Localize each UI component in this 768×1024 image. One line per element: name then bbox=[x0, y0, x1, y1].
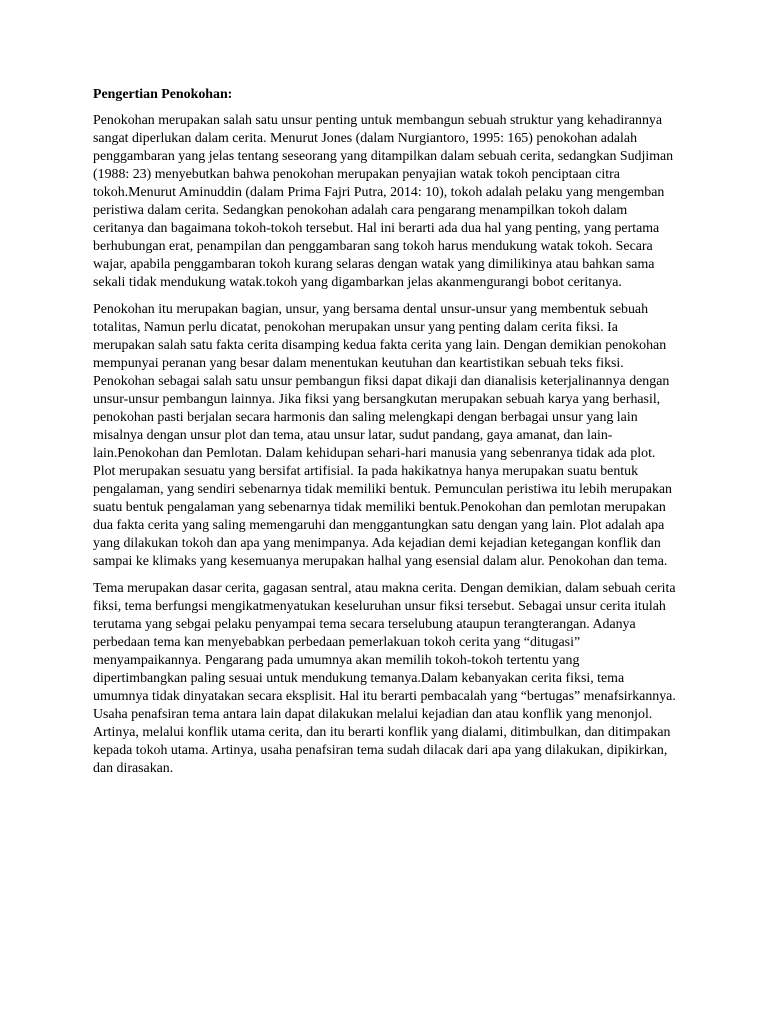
document-heading: Pengertian Penokohan: bbox=[93, 87, 233, 102]
paragraph-1: Penokohan merupakan salah satu unsur penting untuk membangun sebuah struktur yang kehadirannya sangat diperlukan dalam cerita. Menurut Jones (dalam Nurgiantoro, 1995: 165) penokohan adalah penggambaran yang jelas tentang seseorang yang ditampilkan dalam sebuah cerita, sedangkan Sudjiman (1988: 23) menyebutkan bahwa penokohan merupakan penyajian watak tokoh penciptaan citra tokoh.Menurut Aminuddin (dalam Prima Fajri Putra, 2014: 10), tokoh adalah pelaku yang mengemban peristiwa dalam cerita. Sedangkan penokohan adalah cara pengarang menampilkan tokoh dalam ceritanya dan bagaimana tokoh-tokoh tersebut. Hal ini berarti ada dua hal yang penting, yang pertama berhubungan erat, penampilan dan penggambaran sang tokoh harus mendukung watak tokoh. Secara wajar, apabila penggambaran tokoh kurang selaras dengan watak yang dimilikinya atau bahkan sama sekali tidak mendukung watak.tokoh yang digambarkan jelas akanmengurangi bobot ceritanya. bbox=[93, 113, 674, 290]
paragraph-3: Tema merupakan dasar cerita, gagasan sentral, atau makna cerita. Dengan demikian, dalam sebuah cerita fiksi, tema berfungsi mengikatmenyatukan keseluruhan unsur fiksi tersebut. Sebagai unsur cerita itulah terutama yang sebgai pelaku penyampai tema secara terselubung ataupun terangterangan. Adanya perbedaan tema kan menyebabkan perbedaan pemerlakuan tokoh cerita yang “ditugasi” menyampaikannya. Pengarang pada umumnya akan memilih tokoh-tokoh tertentu yang dipertimbangkan paling sesuai untuk mendukung temanya.Dalam kebanyakan cerita fiksi, tema umumnya tidak dinyatakan secara eksplisit. Hal itu berarti pembacalah yang “bertugas” menafsirkannya. Usaha penafsiran tema antara lain dapat dilakukan melalui kejadian dan atau konflik yang menonjol. Artinya, melalui konflik utama cerita, dan itu berarti konflik yang dialami, ditimbulkan, dan ditimpakan kepada tokoh utama. Artinya, usaha penafsiran tema sudah dilacak dari apa yang dilakukan, dipikirkan, dan dirasakan. bbox=[93, 581, 676, 776]
paragraph-2: Penokohan itu merupakan bagian, unsur, yang bersama dental unsur-unsur yang membentuk sebuah totalitas, Namun perlu dicatat, penokohan merupakan unsur yang penting dalam cerita fiksi. Ia merupakan salah satu fakta cerita disamping kedua fakta cerita yang lain. Dengan demikian penokohan mempunyai peranan yang besar dalam menentukan keutuhan dan keartistikan sebuah teks fiksi. Penokohan sebagai salah satu unsur pembangun fiksi dapat dikaji dan dianalisis keterjalinannya dengan unsur-unsur pembangun lainnya. Jika fiksi yang bersangkutan merupakan sebuah karya yang berhasil, penokohan pasti berjalan secara harmonis dan saling melengkapi dengan berbagai unsur yang lain misalnya dengan unsur plot dan tema, atau unsur latar, sudut pandang, gaya amanat, dan lain-lain.Penokohan dan Pemlotan. Dalam kehidupan sehari-hari manusia yang sebenranya tidak ada plot. Plot merupakan sesuatu yang bersifat artifisial. Ia pada hakikatnya hanya merupakan suatu bentuk pengalaman, yang sendiri sebenarnya tidak memiliki bentuk. Pemunculan peristiwa itu lebih merupakan suatu bentuk pengalaman yang sebenarnya tidak memiliki bentuk.Penokohan dan pemlotan merupakan dua fakta cerita yang saling memengaruhi dan menggantungkan satu dengan yang lain. Plot adalah apa yang dilakukan tokoh dan apa yang menimpanya. Ada kejadian demi kejadian ketegangan konflik dan sampai ke klimaks yang kesemuanya merupakan halhal yang esensial dalam alur. Penokohan dan tema. bbox=[93, 302, 672, 569]
document-body bbox=[93, 86, 677, 787]
